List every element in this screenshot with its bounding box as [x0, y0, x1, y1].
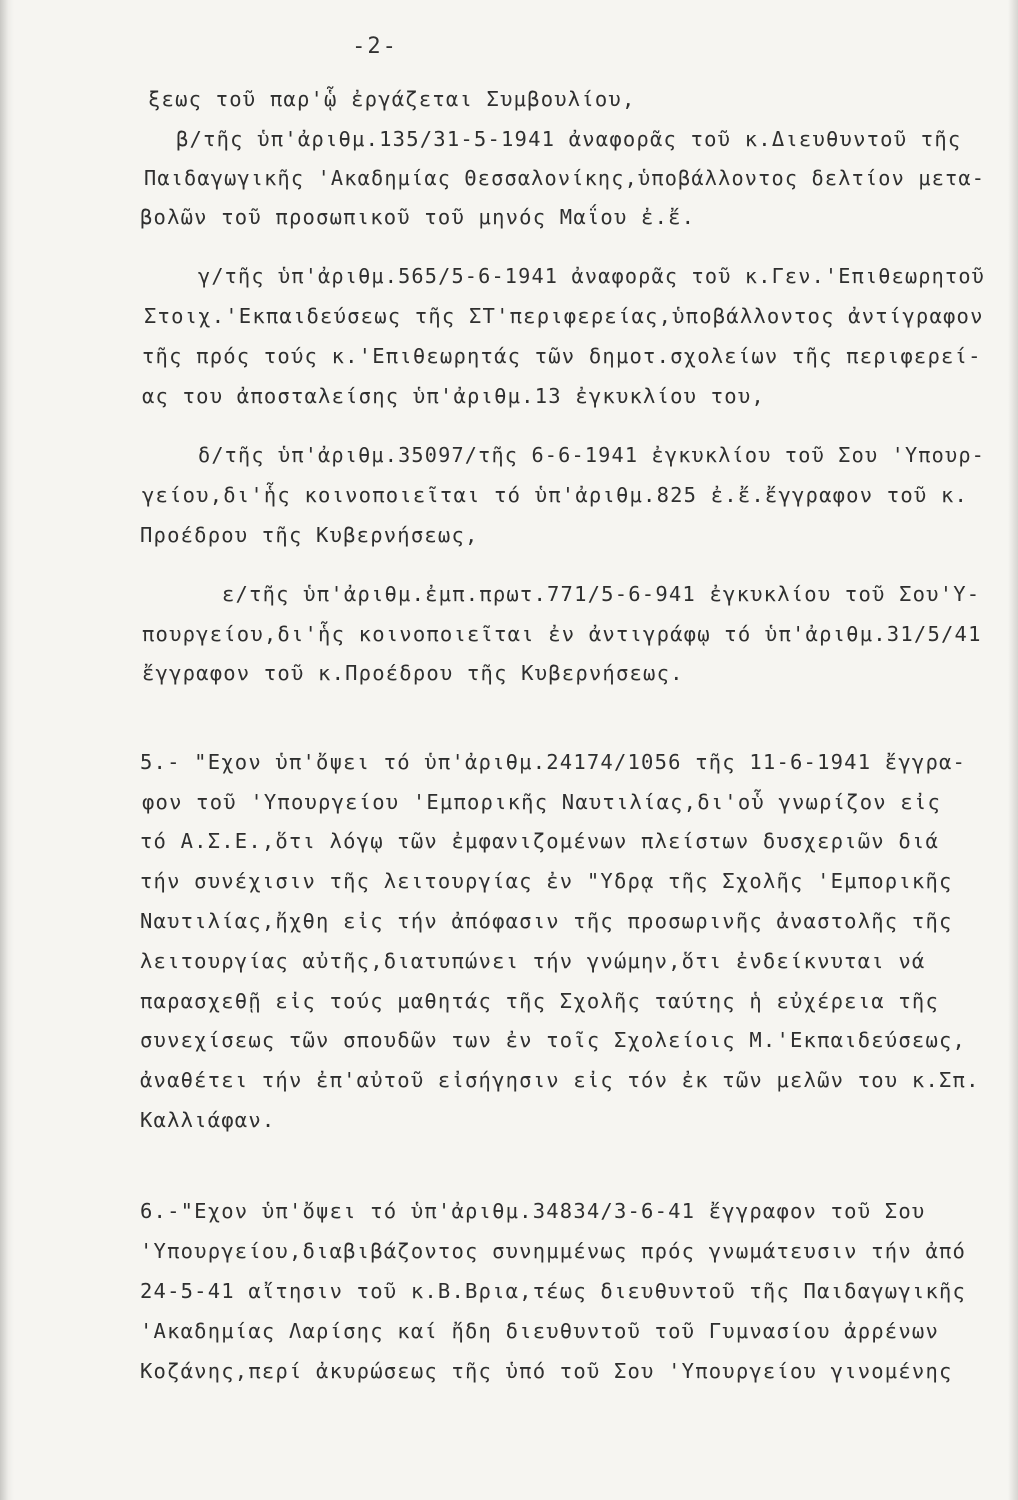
- text-line: β/τῆς ὑπ'ἀριθμ.135/31-5-1941 ἀναφορᾶς τοῦ κ.Διευθυντοῦ τῆς: [176, 127, 962, 151]
- text-line: βολῶν τοῦ προσωπικοῦ τοῦ μηνός Μαΐου ἐ.ἔ.: [140, 205, 696, 229]
- page-number: -2-: [352, 34, 398, 59]
- text-line: ε/τῆς ὑπ'ἀριθμ.ἐμπ.πρωτ.771/5-6-941 ἐγκυκλίου τοῦ Σου'Υ-: [222, 582, 981, 606]
- text-line: Στοιχ.'Εκπαιδεύσεως τῆς ΣΤ'περιφερείας,ὑποβάλλοντος ἀντίγραφον: [144, 304, 984, 328]
- scan-edge-left: [0, 0, 14, 1500]
- text-line: λειτουργίας αὐτῆς,διατυπώνει τήν γνώμην,ὅτι ἐνδείκνυται νά: [140, 949, 926, 973]
- text-line: συνεχίσεως τῶν σπουδῶν των ἐν τοῖς Σχολείοις Μ.'Εκπαιδεύσεως,: [140, 1028, 967, 1052]
- text-line: 6.-"Εχον ὑπ'ὄψει τό ὑπ'ἀριθμ.34834/3-6-41 ἔγγραφον τοῦ Σου: [140, 1199, 926, 1223]
- text-line: 'Ακαδημίας Λαρίσης καί ἤδη διευθυντοῦ τοῦ Γυμνασίου ἀρρένων: [140, 1319, 939, 1343]
- text-line: Κοζάνης,περί ἀκυρώσεως τῆς ὑπό τοῦ Σου 'Υπουργείου γινομένης: [140, 1359, 953, 1383]
- scan-edge-right: [1008, 0, 1018, 1500]
- text-line: ας του ἀποσταλείσης ὑπ'ἀριθμ.13 ἐγκυκλίου του,: [142, 384, 765, 408]
- text-line: 24-5-41 αἴτησιν τοῦ κ.Β.Βρια,τέως διευθυντοῦ τῆς Παιδαγωγικῆς: [140, 1279, 967, 1303]
- text-line: γ/τῆς ὑπ'ἀριθμ.565/5-6-1941 ἀναφορᾶς τοῦ κ.Γεν.'Επιθεωρητοῦ: [198, 264, 985, 288]
- text-line: τῆς πρός τούς κ.'Επιθεωρητάς τῶν δημοτ.σχολείων τῆς περιφερεί-: [142, 344, 982, 368]
- text-line: Προέδρου τῆς Κυβερνήσεως,: [140, 523, 479, 547]
- text-line: Παιδαγωγικῆς 'Ακαδημίας Θεσσαλονίκης,ὑποβάλλοντος δελτίον μετα-: [144, 166, 986, 190]
- text-line: τήν συνέχισιν τῆς λειτουργίας ἐν "Υδρᾳ τῆς Σχολῆς 'Εμπορικῆς: [140, 869, 953, 893]
- text-line: φον τοῦ 'Υπουργείου 'Εμπορικῆς Ναυτιλίας,δι'οὗ γνωρίζον εἰς: [142, 790, 941, 814]
- text-line: Καλλιάφαν.: [140, 1108, 276, 1132]
- text-line: παρασχεθῇ εἰς τούς μαθητάς τῆς Σχολῆς ταύτης ἡ εὐχέρεια τῆς: [140, 989, 939, 1013]
- text-line: 'Υπουργείου,διαβιβάζοντος συνημμένως πρός γνωμάτευσιν τήν ἀπό: [140, 1239, 967, 1263]
- text-line: 5.- "Εχον ὑπ'ὄψει τό ὑπ'ἀριθμ.24174/1056 τῆς 11-6-1941 ἔγγρα-: [140, 750, 967, 774]
- text-line: πουργείου,δι'ἧς κοινοποιεῖται ἐν ἀντιγράφῳ τό ὑπ'ἀριθμ.31/5/41: [142, 622, 982, 646]
- text-line: δ/τῆς ὑπ'ἀριθμ.35097/τῆς 6-6-1941 ἐγκυκλίου τοῦ Σου 'Υπουρ-: [198, 443, 985, 467]
- text-line: γείου,δι'ἧς κοινοποιεῖται τό ὑπ'ἀριθμ.825 ἐ.ἔ.ἔγγραφον τοῦ κ.: [142, 483, 969, 507]
- text-line: ἔγγραφον τοῦ κ.Προέδρου τῆς Κυβερνήσεως.: [142, 661, 684, 685]
- text-line: ἀναθέτει τήν ἐπ'αὐτοῦ εἰσήγησιν εἰς τόν ἐκ τῶν μελῶν του κ.Σπ.: [140, 1068, 980, 1092]
- text-line: ξεως τοῦ παρ'ᾧ ἐργάζεται Συμβουλίου,: [148, 87, 636, 111]
- text-line: Ναυτιλίας,ἤχθη εἰς τήν ἀπόφασιν τῆς προσωρινῆς ἀναστολῆς τῆς: [140, 909, 953, 933]
- text-line: τό Α.Σ.Ε.,ὅτι λόγῳ τῶν ἐμφανιζομένων πλείστων δυσχεριῶν διά: [140, 829, 939, 853]
